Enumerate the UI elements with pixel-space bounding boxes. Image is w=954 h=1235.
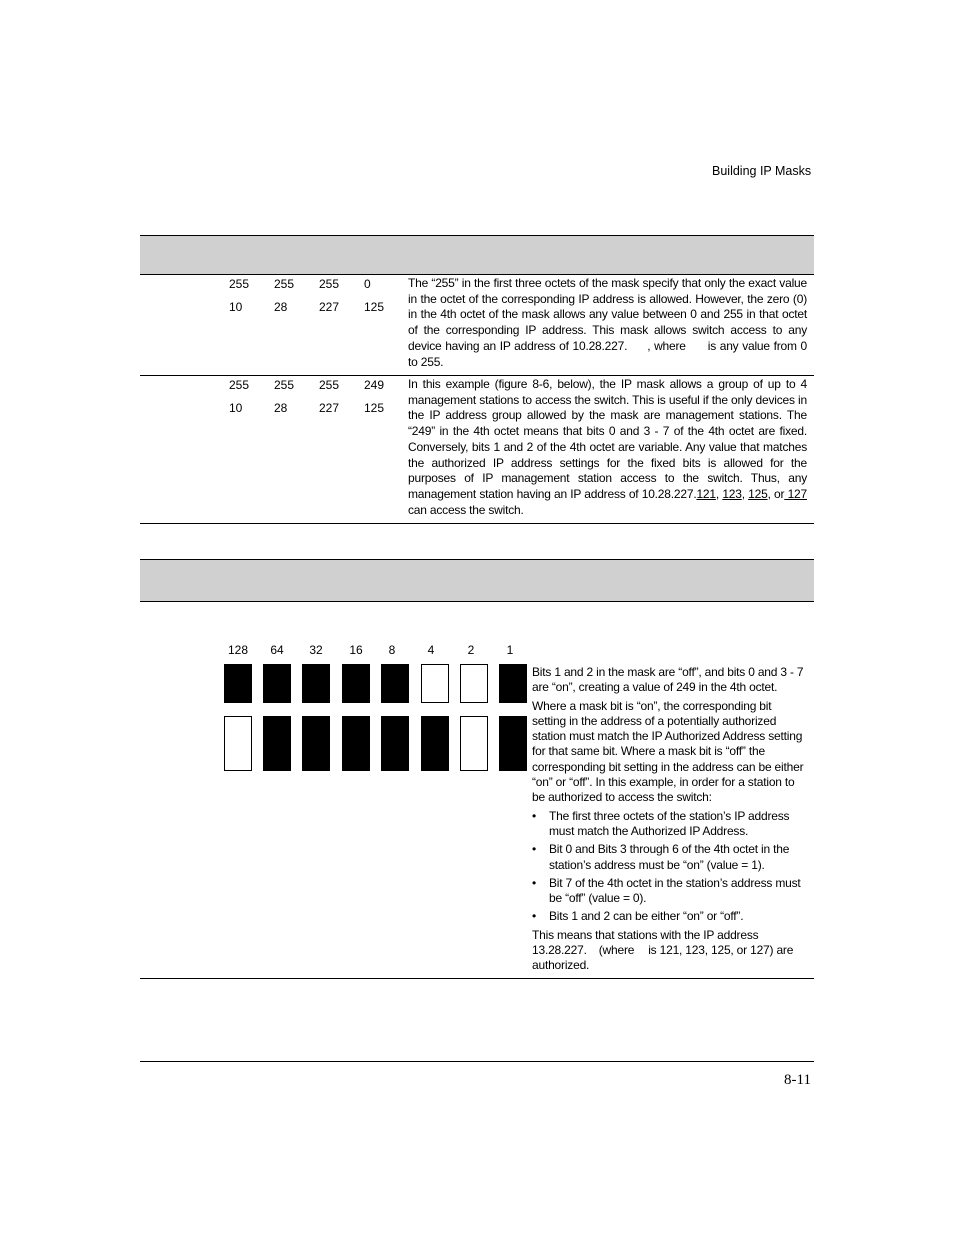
mask-octet-4: 249 [364,378,385,392]
address-bit-5-on [302,716,330,771]
page-number: 8-11 [784,1072,811,1088]
address-link-127: 127 [784,486,808,501]
row2-description-text: In this example (figure 8-6, below), the IP mask allows a group of up to 4 management stations to access the switch. This is useful if the only devices in the IP address group allowed by the mask are management stations. The “249” in the 4th octet means that bits 0 and 3 - 7 of the 4th octet are fixed. Conversely, bits 1 and 2 of the 4th octet are variable. Any value that matches the authorized IP address settings for the fixed bits is allowed for the purposes of IP management station access to the switch. Thus, any management station having an IP address of 10.28.227. [408,377,807,501]
running-header: Building IP Masks [712,164,812,178]
conclusion-text-a: This means that stations with the IP address 13.28.227. [532,927,759,958]
mask-octet-1: 255 [229,378,250,392]
bit-value-label: 4 [427,643,435,657]
mask-bit-5-on [302,664,330,703]
figure-bottom-rule [140,978,814,979]
bit-explanation [532,665,808,974]
explanation-paragraph-2: Where a mask bit is “on”, the corresponding bit setting in the address of a potentially authorized station must match the IP Authorized Address setting for that same bit. Where a mask bit is “off” the corresponding bit setting in the address can be either “on” or “off”. In this example, in order for a station to be authorized to access the switch: [532,698,804,805]
row1-description-mid: , where [647,338,686,353]
mask-octet-3: 255 [319,378,340,392]
mask-bit-1-off [460,664,488,703]
row-divider [140,375,814,376]
list-item: • Bits 1 and 2 can be either “on” or “off”. [532,909,808,924]
explanation-paragraph-3 [532,928,808,974]
address-octet-2: 28 [274,300,288,314]
row2-description: In this example (figure 8-6, below), the IP mask allows a group of up to 4 management stations to access the switch. This is useful if the only devices in the IP address group allowed by the mask are management stations. The “249” in the 4th octet means that bits 0 and 3 - 7 of the 4th octet are fixed. Conversely, bits 1 and 2 of the 4th octet are variable. Any value that matches the authorized IP address settings for the fixed bits is allowed for the purposes of IP management station access to the switch. Thus, any management station having an IP address of 10.28.227.121, 123, 125, or 127 can access the switch. [408,377,808,517]
address-octet-3: 227 [319,300,340,314]
bit-value-label: 128 [227,643,249,657]
mask-octet-4: 0 [364,277,371,291]
address-octet-1: 10 [229,300,243,314]
address-bit-2-on [421,716,449,771]
mask-bit-7-on [224,664,252,703]
list-item: • Bit 7 of the 4th octet in the station’s address must be “off” (value = 0). [532,876,808,907]
explanation-paragraph-1: Bits 1 and 2 in the mask are “off”, and bits 0 and 3 - 7 are “on”, creating a value of 249 in the 4th octet. [532,665,804,695]
conclusion-text-b: (where [598,943,635,958]
address-bit-6-on [263,716,291,771]
bit-value-label: 2 [467,643,475,657]
requirements-list [532,809,808,925]
address-bit-3-on [381,716,409,771]
mask-octet-2: 255 [274,277,295,291]
list-item: • Bit 0 and Bits 3 through 6 of the 4th octet in the station’s address must be “on” (value = 1). [532,842,808,873]
mask-octet-1: 255 [229,277,250,291]
address-octet-4: 125 [364,300,385,314]
table-header-band [140,235,814,275]
address-octet-4: 125 [364,401,385,415]
address-link-125: 125 [748,486,768,501]
bit-value-label: 16 [349,643,363,657]
bit-value-label: 32 [309,643,323,657]
address-bit-1-off [460,716,488,771]
mask-bit-2-off [421,664,449,703]
mask-octet-3: 255 [319,277,340,291]
address-octet-1: 10 [229,401,243,415]
mask-octet-2: 255 [274,378,295,392]
row1-description [408,276,807,370]
table-bottom-rule [140,523,814,524]
address-bit-0-on [499,716,527,771]
address-bit-7-off [224,716,252,771]
address-octet-3: 227 [319,401,340,415]
address-octet-2: 28 [274,401,288,415]
list-item: • The first three octets of the station’s IP address must match the Authorized IP Address. [532,809,808,840]
mask-bit-0-on [499,664,527,703]
mask-bit-4-on [342,664,370,703]
footer-rule [140,1061,814,1062]
mask-bit-3-on [381,664,409,703]
row1-description-text: The “255” in the first three octets of the mask specify that only the exact value in the octet of the corresponding IP address is allowed. However, the zero (0) in the 4th octet of the mask allows any value between 0 and 255 in that octet of the corresponding IP address. This mask allows switch access to any device having an IP address of 10.28.227. [408,276,807,353]
bit-value-label: 64 [270,643,284,657]
row1-description-end: is any value from 0 to 255. [408,338,807,369]
address-link-123: 123 [722,486,742,501]
address-bit-4-on [342,716,370,771]
bit-value-label: 8 [388,643,396,657]
bit-value-label: 1 [506,643,514,657]
address-link-121: 121 [696,486,716,501]
mask-bit-6-on [263,664,291,703]
conclusion-text-c: is 121, 123, 125, or 127) are authorized. [532,943,794,973]
figure-header-band [140,559,814,602]
